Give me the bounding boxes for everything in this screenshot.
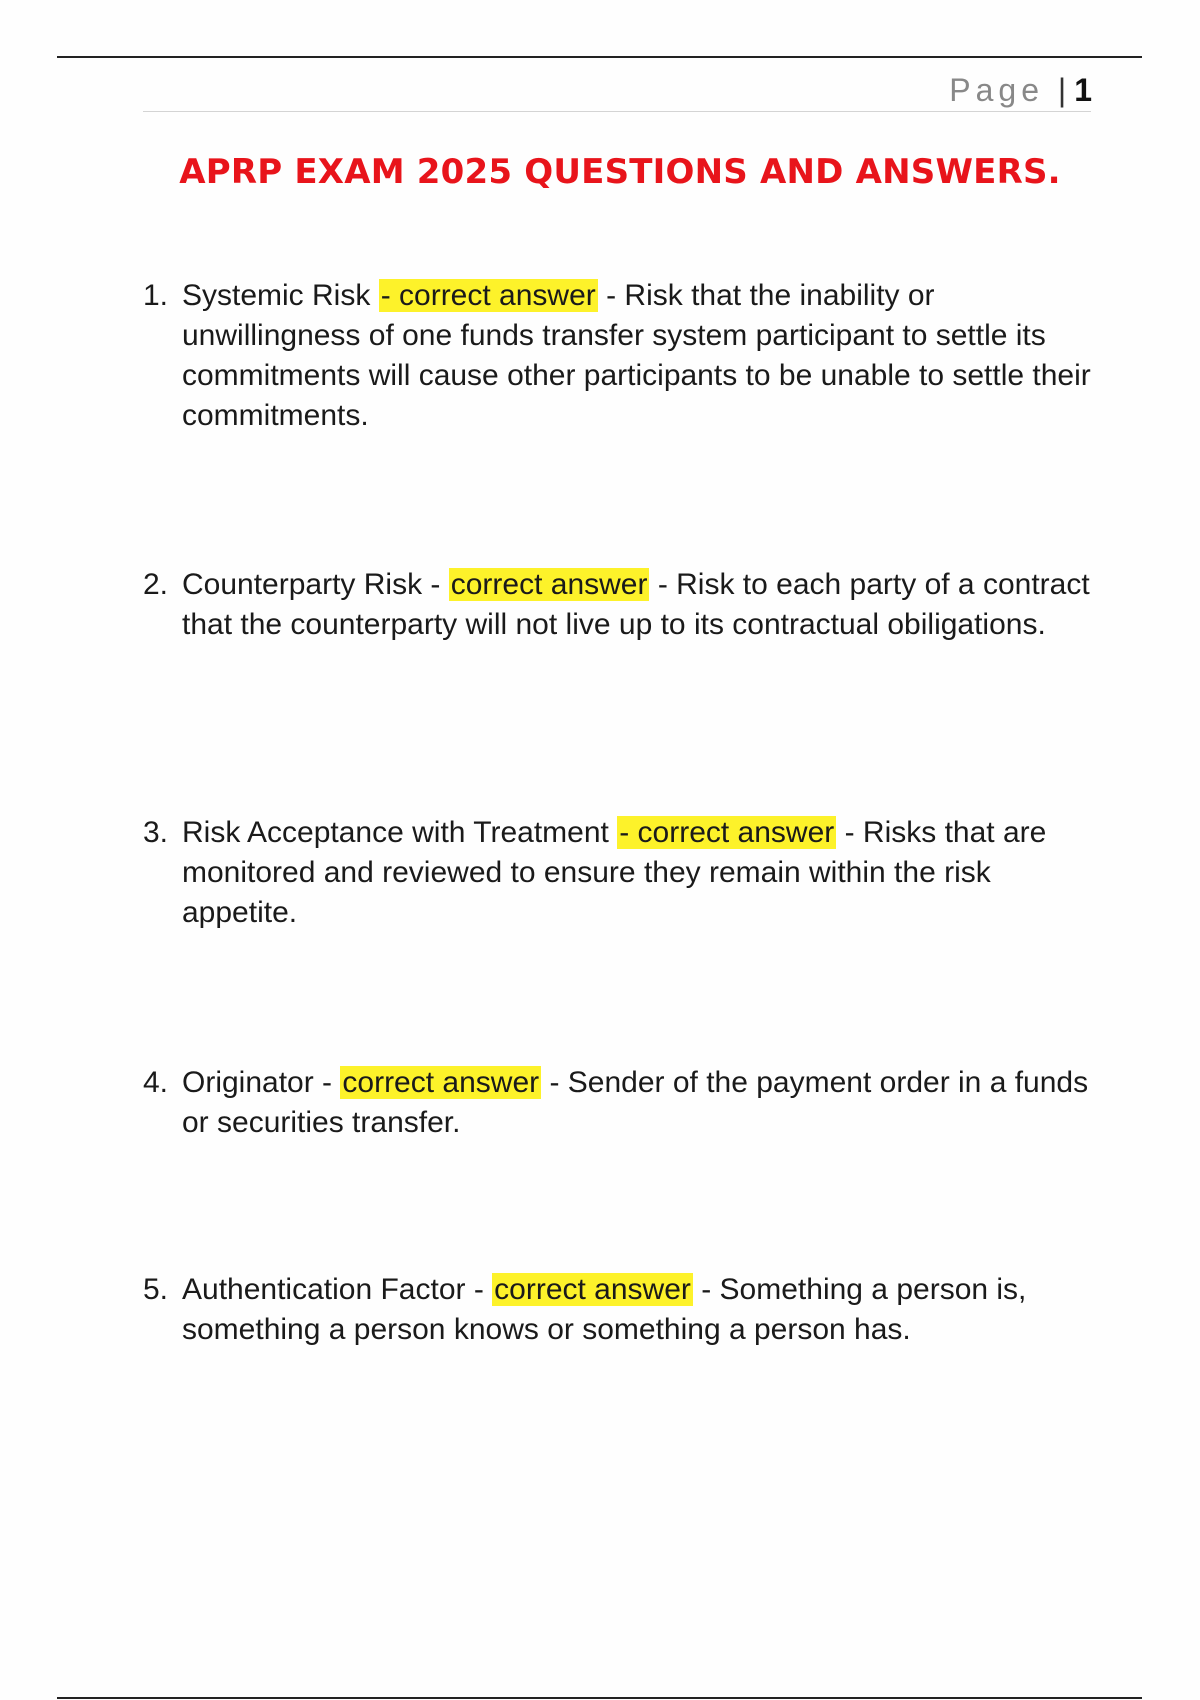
item-text (182, 1063, 1093, 1143)
item-text (182, 813, 1093, 933)
item-term: Risk Acceptance with Treatment (182, 816, 618, 849)
item-text (182, 1270, 1093, 1350)
item-definition: - Sender of the payment order in a funds or securities transfer. (182, 1066, 1089, 1139)
item-number: 3. (143, 816, 169, 849)
document-title: APRP EXAM 2025 QUESTIONS AND ANSWERS. (179, 152, 1061, 192)
header-divider (143, 111, 1091, 112)
item-definition: - Risks that are monitored and reviewed to ensure they remain within the risk appetite. (182, 816, 1047, 929)
item-number: 1. (143, 279, 169, 312)
item-definition: - Risk that the inability or unwillingness of one funds transfer system participant to settle its commitments will cause other participants to be unable to settle their commitments. (182, 279, 1091, 432)
answer-highlight: correct answer (494, 1273, 691, 1306)
item-text (182, 565, 1093, 645)
qa-item (143, 813, 1093, 933)
page-label: Page (949, 72, 1044, 108)
qa-item (143, 565, 1093, 645)
answer-highlight: correct answer (342, 1066, 540, 1099)
answer-highlight: correct answer (450, 568, 648, 601)
item-text (182, 276, 1093, 436)
page-separator: | (1057, 72, 1067, 108)
item-number: 4. (143, 1066, 169, 1099)
item-term: Counterparty Risk - (182, 568, 449, 601)
item-term: Authentication Factor - (182, 1273, 493, 1306)
qa-item (143, 1063, 1093, 1143)
qa-item (143, 1270, 1093, 1350)
qa-item (143, 276, 1093, 436)
item-term: Originator - (182, 1066, 341, 1099)
answer-highlight: - correct answer (380, 279, 596, 312)
bottom-rule (57, 1697, 1142, 1699)
item-definition: - Risk to each party of a contract that the counterparty will not live up to its contractual obiligations. (182, 568, 1090, 641)
page-number-header (949, 70, 1092, 110)
answer-highlight: - correct answer (619, 816, 835, 849)
item-number: 5. (143, 1273, 169, 1306)
top-rule (57, 56, 1142, 58)
item-definition: - Something a person is, something a person knows or something a person has. (182, 1273, 1027, 1346)
page-number: 1 (1074, 72, 1092, 108)
item-term: Systemic Risk (182, 279, 379, 312)
item-number: 2. (143, 568, 169, 601)
